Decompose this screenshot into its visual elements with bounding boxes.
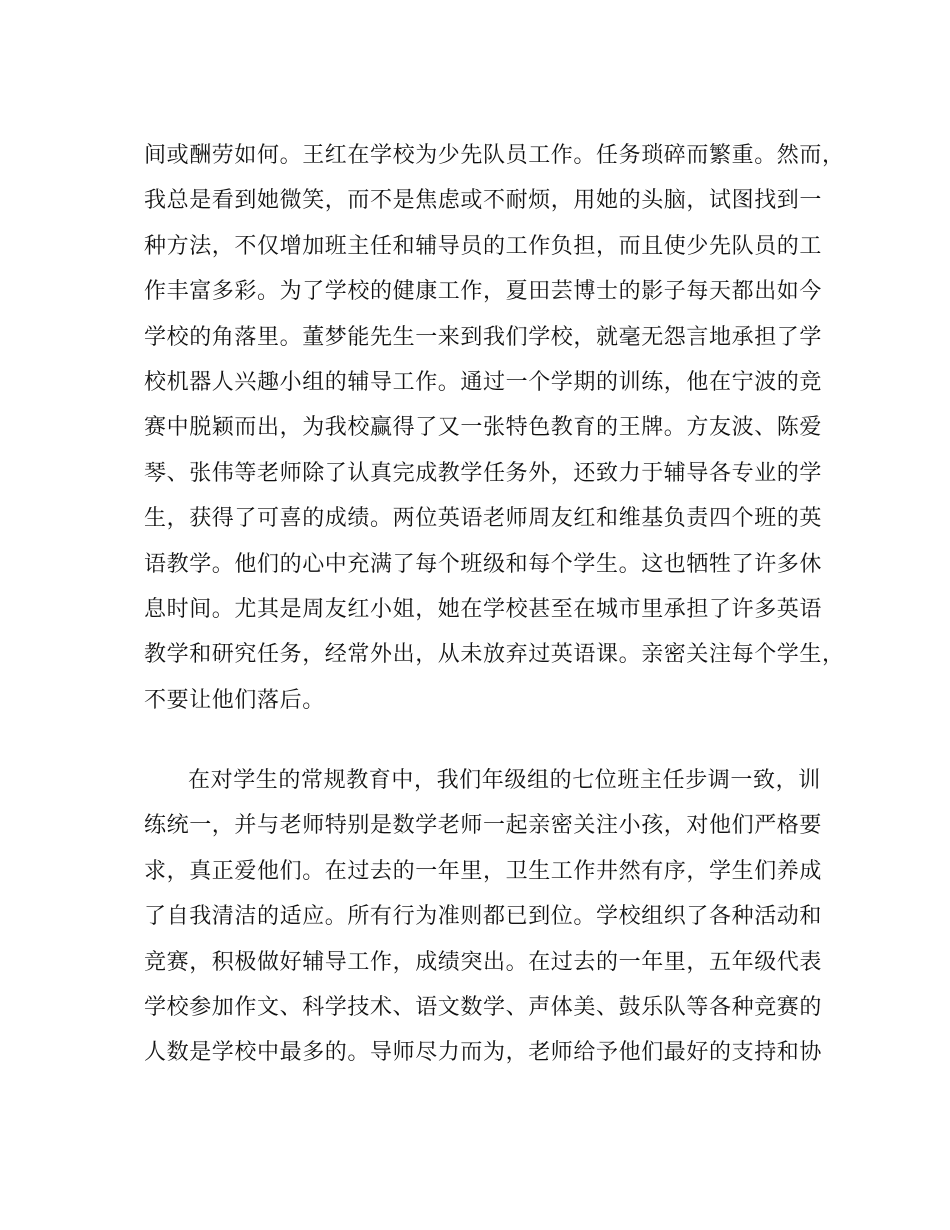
text-line: 学校的角落里。董梦能先生一来到我们学校，就毫无怨言地承担了学	[144, 324, 823, 350]
paragraph-2	[144, 758, 828, 1076]
text-line: 练统一，并与老师特别是数学老师一起亲密关注小孩，对他们严格要	[144, 813, 823, 839]
text-line: 语教学。他们的心中充满了每个班级和每个学生。这也牺牲了许多休	[144, 551, 823, 577]
text-line-indented: 在对学生的常规教育中，我们年级组的七位班主任步调一致，训	[188, 768, 821, 793]
text-line: 不要让他们落后。	[144, 687, 325, 713]
text-line: 生，获得了可喜的成绩。两位英语老师周友红和维基负责四个班的英	[144, 506, 823, 532]
text-line: 了自我清洁的适应。所有行为准则都已到位。学校组织了各种活动和	[144, 904, 823, 930]
text-line: 人数是学校中最多的。导师尽力而为，老师给予他们最好的支持和协	[144, 1040, 823, 1066]
text-line: 作丰富多彩。为了学校的健康工作，夏田芸博士的影子每天都出如今	[144, 279, 823, 305]
paragraph-1	[144, 133, 845, 723]
text-line: 学校参加作文、科学技术、语文数学、声体美、鼓乐队等各种竞赛的	[144, 994, 823, 1020]
text-line: 求，真正爱他们。在过去的一年里，卫生工作井然有序，学生们养成	[144, 858, 823, 884]
text-line: 息时间。尤其是周友红小姐，她在学校甚至在城市里承担了许多英语	[144, 596, 823, 622]
text-line: 赛中脱颖而出，为我校赢得了又一张特色教育的王牌。方友波、陈爱	[144, 415, 823, 441]
text-line: 种方法，不仅增加班主任和辅导员的工作负担，而且使少先队员的工	[144, 233, 823, 259]
text-line: 间或酬劳如何。王红在学校为少先队员工作。任务琐碎而繁重。然而，	[144, 143, 845, 168]
text-line: 琴、张伟等老师除了认真完成教学任务外，还致力于辅导各专业的学	[144, 460, 823, 486]
text-line: 竞赛，积极做好辅导工作，成绩突出。在过去的一年里，五年级代表	[144, 949, 823, 975]
text-line: 校机器人兴趣小组的辅导工作。通过一个学期的训练，他在宁波的竞	[144, 369, 823, 395]
text-line: 教学和研究任务，经常外出，从未放弃过英语课。亲密关注每个学生，	[144, 642, 845, 668]
text-line: 我总是看到她微笑，而不是焦虑或不耐烦，用她的头脑，试图找到一	[144, 188, 823, 214]
